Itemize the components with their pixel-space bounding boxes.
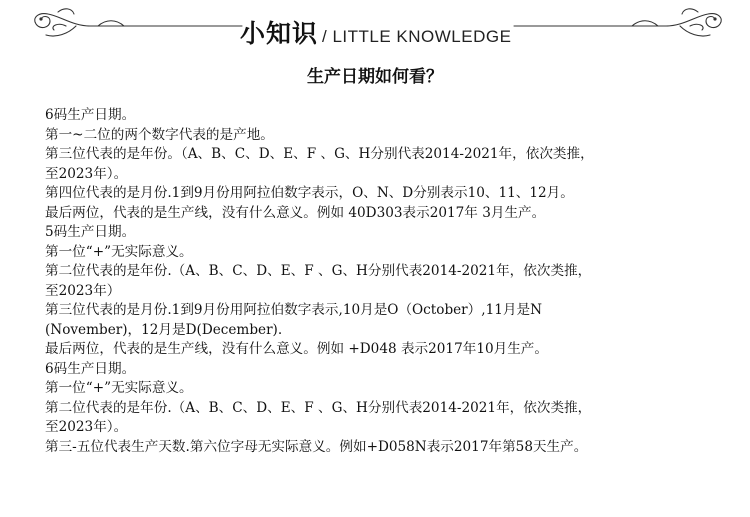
text-line: 第一~二位的两个数字代表的是产地。 (45, 126, 274, 143)
banner-title (240, 14, 511, 46)
text-line: 第二位代表的是年份.（A、B、C、D、E、F 、G、H分别代表2014-2021年，依次类推， (45, 263, 592, 279)
text-line: 第三位代表的是月份.1到9月份用阿拉伯数字表示,10月是O（October）,11月是N (45, 302, 542, 318)
text-line: 第三位代表的是年份。（A、B、C、D、E、F 、G、H分别代表2014-2021年，依次类推， (45, 146, 594, 162)
left-flourish-icon (28, 4, 243, 44)
text-line: 最后两位，代表的是生产线，没有什么意义。例如 +D048 表示2017年10月生产。 (45, 341, 548, 357)
text-line: 至2023年） (45, 282, 121, 299)
text-line: 至2023年）。 (45, 419, 128, 435)
text-line: (November)，12月是D(December). (45, 321, 283, 338)
banner-title-chinese: 小知识 (240, 19, 319, 48)
banner-title-english: / LITTLE KNOWLEDGE (322, 27, 512, 46)
banner-header (0, 0, 750, 56)
text-line: 第四位代表的是月份.1到9月份用阿拉伯数字表示，O、N、D分别表示10、11、12月。 (45, 185, 574, 201)
text-line: 第二位代表的是年份.（A、B、C、D、E、F 、G、H分别代表2014-2021年，依次类推， (45, 399, 592, 416)
right-flourish-icon (513, 4, 728, 44)
text-line: 第一位“+”无实际意义。 (45, 380, 193, 396)
text-line: 6码生产日期。 (45, 107, 136, 123)
body-text (45, 106, 735, 457)
text-line: 5码生产日期。 (45, 224, 136, 240)
text-line: 第三-五位代表生产天数.第六位字母无实际意义。例如+D058N表示2017年第58天生产。 (45, 438, 588, 455)
text-line: 6码生产日期。 (45, 360, 136, 377)
text-line: 最后两位，代表的是生产线，没有什么意义。例如 40D303表示2017年 3月生产。 (45, 204, 546, 221)
section-heading: 生产日期如何看？ (307, 67, 443, 87)
text-line: 至2023年）。 (45, 165, 128, 182)
text-line: 第一位“+”无实际意义。 (45, 243, 193, 260)
